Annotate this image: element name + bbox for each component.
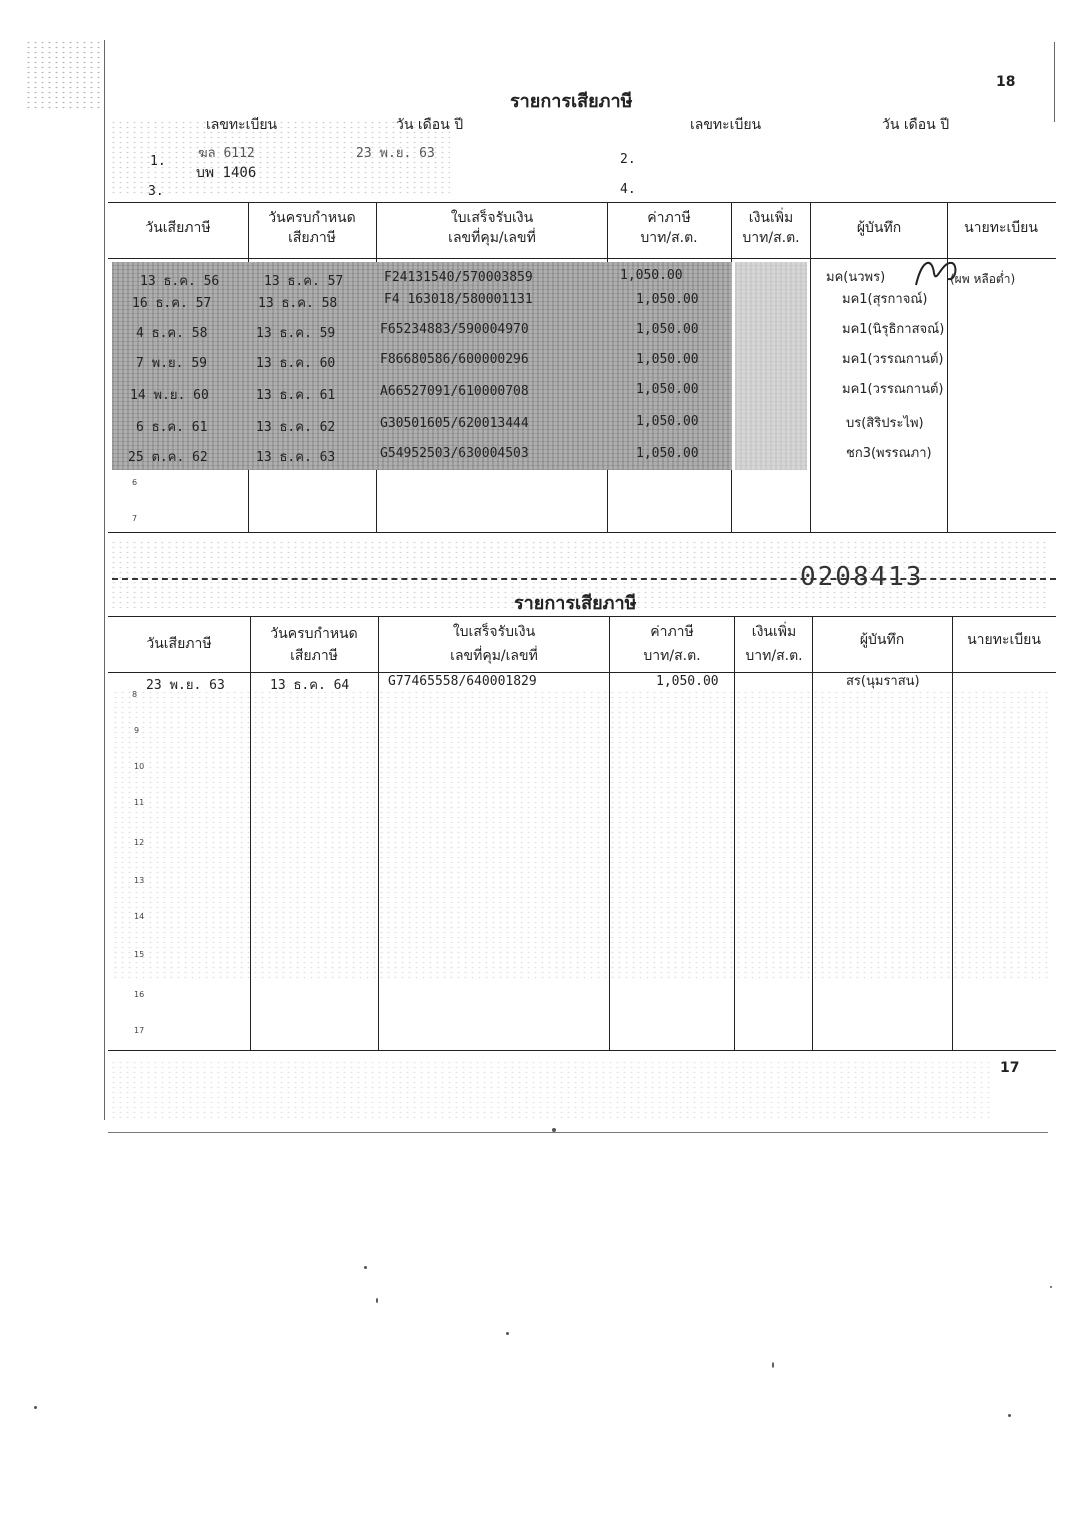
header-surcharge-top-1: เงินเพิ่ม <box>748 210 794 226</box>
scan-speck <box>376 1298 378 1303</box>
scan-speck <box>552 1128 556 1132</box>
right-page-edge <box>1054 42 1055 122</box>
row-number: 13 <box>134 876 145 885</box>
row-number: 6 <box>132 478 138 487</box>
page-title-top: รายการเสียภาษี <box>510 91 633 112</box>
header-receipt-bottom-2: เลขที่คุม/เลขที่ <box>450 648 538 664</box>
reg-entry-2-num: 2. <box>620 152 636 167</box>
scan-speck <box>34 1406 37 1409</box>
tax-amount-cell: 1,050.00 <box>636 322 699 337</box>
row-number: 7 <box>132 514 138 523</box>
row-number: 11 <box>134 798 145 807</box>
row-number: 9 <box>134 726 140 735</box>
scan-speck <box>364 1266 367 1269</box>
due-date-cell: 13 ธ.ค. 64 <box>270 678 350 693</box>
recorder-cell: ชก3(พรรณภา) <box>846 446 932 461</box>
stamp-number: 0208413 <box>800 562 924 592</box>
receipt-cell: G54952503/630004503 <box>380 446 529 461</box>
tax-amount-cell: 1,050.00 <box>656 674 719 689</box>
receipt-cell: F86680586/600000296 <box>380 352 529 367</box>
left-page-edge <box>104 40 105 1120</box>
header-registrar-bottom: นายทะเบียน <box>967 632 1041 648</box>
reg-entry-1-date: 23 พ.ย. 63 <box>356 146 435 161</box>
header-tax-date-bottom: วันเสียภาษี <box>146 636 212 652</box>
registrar-cell: (ผพ หลือต่ำ) <box>950 272 1016 286</box>
header-tax-bottom-2: บาท/ส.ต. <box>643 648 701 664</box>
signature-mark <box>912 255 962 291</box>
reg-entry-3-num: 3. <box>148 184 164 199</box>
recorder-cell: บร(สิริประไพ) <box>846 416 924 431</box>
recorder-cell: มค1(สุรกาจณ์) <box>842 292 928 307</box>
row-number: 15 <box>134 950 145 959</box>
scan-noise-footer <box>110 1060 990 1120</box>
header-tax-top-1: ค่าภาษี <box>647 210 691 226</box>
page-number-top: 18 <box>996 74 1016 90</box>
tax-amount-cell: 1,050.00 <box>636 414 699 429</box>
reg-entry-1-plate: ฆล 6112 <box>198 146 255 161</box>
header-due-date-top-2: เสียภาษี <box>288 230 336 246</box>
scan-noise-top-left <box>25 40 105 110</box>
reg-header-left: เลขทะเบียน <box>206 117 278 133</box>
date-header-right: วัน เดือน ปี <box>882 117 950 133</box>
receipt-cell: A66527091/610000708 <box>380 384 529 399</box>
scan-speck <box>1050 1286 1052 1288</box>
recorder-cell: สร(นุมราสน) <box>846 674 920 689</box>
header-due-date-bottom-2: เสียภาษี <box>290 648 338 664</box>
receipt-cell: F4 163018/580001131 <box>384 292 533 307</box>
tax-date-cell: 23 พ.ย. 63 <box>146 678 225 693</box>
due-date-cell: 13 ธ.ค. 59 <box>256 326 336 341</box>
due-date-cell: 13 ธ.ค. 57 <box>264 274 344 289</box>
header-surcharge-bottom-1: เงินเพิ่ม <box>751 624 797 640</box>
row-number: 12 <box>134 838 145 847</box>
scan-noise-bottom-table <box>112 690 1052 980</box>
due-date-cell: 13 ธ.ค. 60 <box>256 356 336 371</box>
header-tax-top-2: บาท/ส.ต. <box>640 230 698 246</box>
receipt-cell: G30501605/620013444 <box>380 416 529 431</box>
due-date-cell: 13 ธ.ค. 61 <box>256 388 336 403</box>
tax-date-cell: 16 ธ.ค. 57 <box>132 296 212 311</box>
due-date-cell: 13 ธ.ค. 62 <box>256 420 336 435</box>
header-surcharge-top-2: บาท/ส.ต. <box>742 230 800 246</box>
tax-date-cell: 4 ธ.ค. 58 <box>136 326 208 341</box>
recorder-cell: มค1(วรรณกานต์) <box>842 352 944 367</box>
page-title-bottom: รายการเสียภาษี <box>514 593 637 614</box>
tax-amount-cell: 1,050.00 <box>636 292 699 307</box>
recorder-cell: มค1(นิรุธิกาสจณ์) <box>842 322 945 337</box>
due-date-cell: 13 ธ.ค. 63 <box>256 450 336 465</box>
row-number: 10 <box>134 762 145 771</box>
header-recorder-bottom: ผู้บันทึก <box>859 632 905 648</box>
recorder-cell: มค(นวพร) <box>826 270 886 285</box>
reg-entry-plate-2: บพ 1406 <box>196 165 257 181</box>
reg-entry-1-num: 1. <box>150 154 166 169</box>
recorder-cell: มค1(วรรณกานต์) <box>842 382 944 397</box>
scan-shadow-surcharge <box>735 262 807 470</box>
header-receipt-bottom-1: ใบเสร็จรับเงิน <box>452 624 536 640</box>
page-number-bottom: 17 <box>1000 1060 1020 1076</box>
tax-date-cell: 6 ธ.ค. 61 <box>136 420 208 435</box>
date-header-left: วัน เดือน ปี <box>396 117 464 133</box>
header-receipt-top-2: เลขที่คุม/เลขที่ <box>448 230 536 246</box>
header-registrar-top: นายทะเบียน <box>964 220 1038 236</box>
tax-date-cell: 25 ต.ค. 62 <box>128 450 208 465</box>
tax-date-cell: 13 ธ.ค. 56 <box>140 274 220 289</box>
receipt-cell: F24131540/570003859 <box>384 270 533 285</box>
row-number: 17 <box>134 1026 145 1035</box>
header-tax-date-top: วันเสียภาษี <box>145 220 211 236</box>
header-receipt-top-1: ใบเสร็จรับเงิน <box>450 210 534 226</box>
row-number: 8 <box>132 690 138 699</box>
row-number: 14 <box>134 912 145 921</box>
tax-amount-cell: 1,050.00 <box>636 352 699 367</box>
receipt-cell: G77465558/640001829 <box>388 674 537 689</box>
scan-speck <box>506 1332 509 1335</box>
row-number: 16 <box>134 990 145 999</box>
header-due-date-top-1: วันครบกำหนด <box>268 210 356 226</box>
header-tax-bottom-1: ค่าภาษี <box>650 624 694 640</box>
tax-amount-cell: 1,050.00 <box>636 446 699 461</box>
receipt-cell: F65234883/590004970 <box>380 322 529 337</box>
due-date-cell: 13 ธ.ค. 58 <box>258 296 338 311</box>
tax-amount-cell: 1,050.00 <box>620 268 683 283</box>
tax-amount-cell: 1,050.00 <box>636 382 699 397</box>
bottom-edge-line <box>108 1132 1048 1133</box>
header-recorder-top: ผู้บันทึก <box>856 220 902 236</box>
tax-date-cell: 7 พ.ย. 59 <box>136 356 207 371</box>
header-due-date-bottom-1: วันครบกำหนด <box>270 626 358 642</box>
reg-entry-4-num: 4. <box>620 182 636 197</box>
reg-header-right: เลขทะเบียน <box>690 117 762 133</box>
scan-speck <box>1008 1414 1011 1417</box>
header-surcharge-bottom-2: บาท/ส.ต. <box>745 648 803 664</box>
scan-speck <box>772 1362 774 1368</box>
tax-date-cell: 14 พ.ย. 60 <box>130 388 209 403</box>
